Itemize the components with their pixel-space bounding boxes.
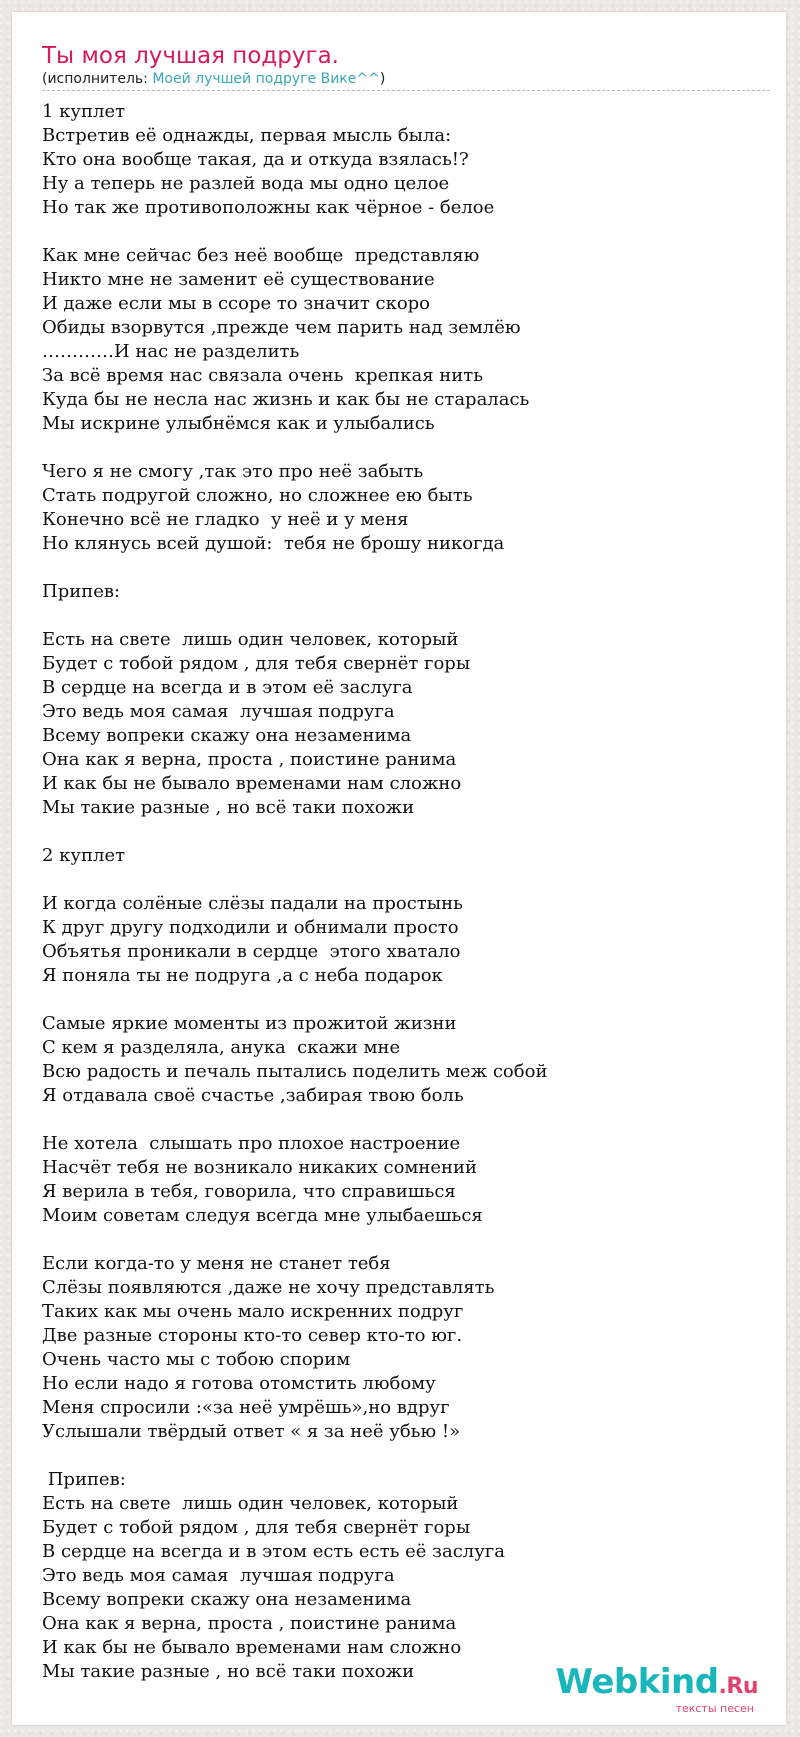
lyrics-text: 1 куплет Встретив её однажды, первая мысль была: Кто она вообще такая, да и откуда взялась!? Ну а теперь не разлей вода мы одно целое Но так же противоположны как чёрное - белое Как мне сейчас без неё вообще представляю Никто мне не заменит её существование И даже если мы в ссоре то значит скоро Обиды взорвутся ,прежде чем парить над землёю …………И нас не разделить За всё время нас связала очень крепкая нить Куда бы не несла нас жизнь и как бы не старалась Мы искрине улыбнёмся как и улыбались Чего я не смогу ,так это про неё забыть Стать подругой сложно, но сложнее ею быть Конечно всё не гладко у неё и у меня Но клянусь всей душой: тебя не брошу никогда Припев: Есть на свете лишь один человек, который Будет с тобой рядом , для тебя свернёт горы В сердце на всегда и в этом её заслуга Это ведь моя самая лучшая подруга Всему вопреки скажу она незаменима Она как я верна, проста , поистине ранима И как бы не бывало временами нам сложно Мы такие разные , но всё таки похожи 2 куплет И когда солёные слёзы падали на простынь К друг другу подходили и обнимали просто Объятья проникали в сердце этого хватало Я поняла ты не подруга ,а с неба подарок Самые яркие моменты из прожитой жизни С кем я разделяла, анука скажи мне Всю радость и печаль пытались поделить меж собой Я отдавала своё счастье ,забирая твою боль Не хотела слышать про плохое настроение Насчёт тебя не возникало никаких сомнений Я верила в тебя, говорила, что справишься Моим советам следуя всегда мне улыбаешься Если когда-то у меня не станет тебя Слёзы появляются ,даже не хочу представлять Таких как мы очень мало искренних подруг Две разные стороны кто-то север кто-то юг. Очень часто мы с тобою спорим Но если надо я готова отомстить любому Меня спросили :«за неё умрёшь»,но вдруг Услышали твёрдый ответ « я за неё убью !» Припев: Есть на свете лишь один человек, который Будет с тобой рядом , для тебя свернёт горы В сердце на всегда и в этом есть есть её заслуга Это ведь моя самая лучшая подруга Всему вопреки скажу она незаменима Она как я верна, проста , поистине ранима И как бы не бывало временами нам сложно Мы такие разные , но всё таки похожи bbox=[42, 101, 548, 1682]
song-header bbox=[42, 42, 770, 91]
artist-prefix: (исполнитель: bbox=[42, 71, 153, 87]
artist-link[interactable]: Моей лучшей подруге Вике^^ bbox=[152, 71, 380, 87]
logo-tld: .Ru bbox=[718, 1674, 758, 1699]
lyrics-page bbox=[12, 12, 786, 1725]
logo-name: Webkind bbox=[555, 1662, 719, 1702]
webkind-logo[interactable] bbox=[556, 1664, 758, 1715]
song-title: Ты моя лучшая подруга. bbox=[42, 43, 339, 69]
artist-suffix: ) bbox=[379, 71, 386, 87]
artist-line bbox=[42, 70, 770, 91]
logo-wordmark bbox=[556, 1664, 758, 1705]
logo-tagline: тексты песен bbox=[675, 1702, 754, 1715]
